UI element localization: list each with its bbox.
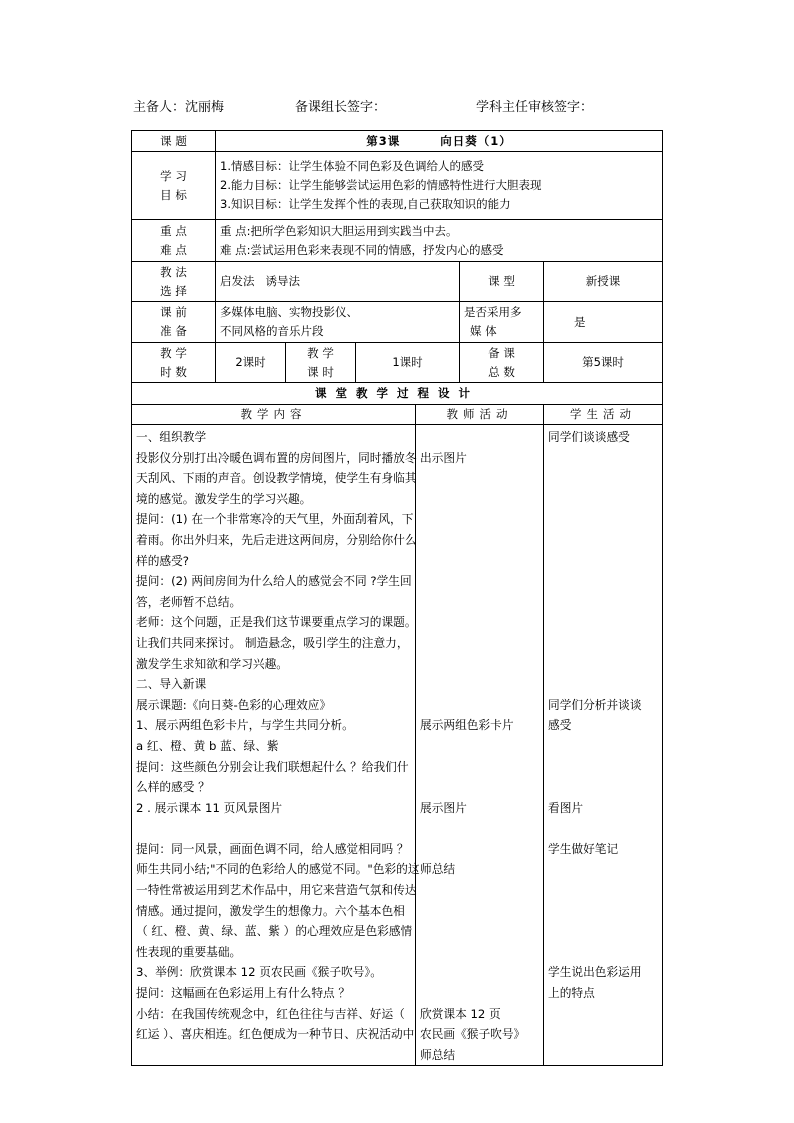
teacher-activity-line [420, 695, 539, 716]
teacher-activity-line [420, 901, 539, 922]
student-activity-line: 同学们分析并谈谈 [548, 697, 642, 712]
student-activity-line [548, 530, 658, 551]
topic-row [132, 131, 663, 152]
lesson-plan-table [131, 130, 663, 1066]
teacher-activity-line: 农民画《猴子吹号》 [420, 1027, 526, 1042]
teaching-content [132, 425, 420, 1066]
section-title-row [132, 383, 663, 405]
teacher-activity-line [420, 736, 539, 757]
content-line: 展示课题:《向日葵-色彩的心理效应》 [136, 697, 332, 712]
content-line: 老师：这个问题，正是我们这节课要重点学习的课题。 [136, 615, 417, 630]
content-line: 情感。通过提问，激发学生的想像力。六个基本色相 [136, 903, 405, 918]
col-teacher-header: 教师活动 [416, 405, 544, 425]
content-line: 投影仪分别打出冷暖色调布置的房间图片，同时播放冬 [136, 450, 417, 465]
student-activity-line: 学生说出色彩运用 [548, 965, 642, 980]
teacher-activity-line [420, 633, 539, 654]
col-content-header: 教学内容 [132, 405, 416, 425]
objective-item: 3.知识目标：让学生发挥个性的表现,自己获取知识的能力 [220, 197, 511, 211]
teacher-activity-line [420, 942, 539, 963]
student-activity-line: 看图片 [548, 800, 584, 815]
content-line: 提问：同一风景，画面色调不同，给人感觉相同吗 ？ [136, 841, 409, 856]
student-activity-line [548, 468, 658, 489]
student-activity-line [548, 818, 658, 839]
student-activity-line [548, 880, 658, 901]
column-header-row [132, 405, 663, 425]
content-line: 提问：(1) 在一个非常寒冷的天气里，外面刮着风，下 [136, 512, 414, 527]
content-line: 小结：在我国传统观念中，红色往往与吉祥、好运（ [136, 1006, 405, 1021]
student-activity-line [548, 551, 658, 572]
teacher-activity-line [420, 489, 539, 510]
content-line: 红运 ）、喜庆相连。红色便成为一种节日、庆祝活动中 [136, 1027, 415, 1042]
content-line: a 红、橙、黄 b 蓝、绿、紫 [136, 738, 279, 753]
prep-row [132, 302, 663, 343]
student-activity-line [548, 633, 658, 654]
student-activity-line: 同学们谈谈感受 [548, 430, 630, 444]
type-label: 课 型 [460, 262, 544, 302]
content-line: 提问：这幅画在色彩运用上有什么特点 ？ [136, 986, 351, 1001]
teacher-activity-line [420, 509, 539, 530]
objectives-row [132, 152, 663, 220]
teacher-activity-line: 出示图片 [420, 450, 467, 465]
multimedia-value: 是 [544, 302, 663, 343]
teacher-activity-line [420, 612, 539, 633]
hours-label: 教 学 时 数 [132, 343, 216, 383]
content-line: 天刮风、下雨的声音。创设教学情境，使学生有身临其 [136, 471, 417, 486]
content-line: 提问：(2) 两间房间为什么给人的感觉会不同 ?学生回 [136, 574, 412, 589]
content-line: 着雨。你出外归来，先后走进这两间房，分别给你什么 [136, 532, 417, 547]
content-line: 样的感受? [136, 553, 189, 568]
content-line: 一、组织教学 [136, 430, 207, 444]
teacher-activity-line: 展示两组色彩卡片 [420, 718, 514, 733]
method-value: 启发法 诱导法 [216, 262, 460, 302]
teacher-activity-line: 展示图片 [420, 800, 467, 815]
teacher-activity-line [420, 592, 539, 613]
topic-label: 课 题 [132, 131, 216, 152]
teacher-activity-line [420, 674, 539, 695]
student-activity-line [548, 654, 658, 675]
teacher-activity-line [420, 983, 539, 1004]
student-activity-line [548, 509, 658, 530]
content-line: 境的感觉。激发学生的学习兴趣。 [136, 491, 312, 506]
keypoints-label: 重 点 难 点 [132, 220, 216, 262]
teacher-activity-line [420, 757, 539, 778]
student-activity-line [548, 736, 658, 757]
teacher-activity-line [420, 654, 539, 675]
teacher-activity-line [420, 962, 539, 983]
content-line: （ 红、橙、黄、绿、蓝、紫 ）的心理效应是色彩感情 [136, 924, 413, 939]
group-leader-signature-label: 备课组长签字： [295, 100, 387, 115]
teacher-activity-line: 师总结 [420, 862, 456, 877]
teacher-activity-line [420, 571, 539, 592]
keypoints-row [132, 220, 663, 262]
student-activity-line: 学生做好笔记 [548, 841, 619, 856]
type-value: 新授课 [544, 262, 663, 302]
student-activity-line [548, 448, 658, 469]
teacher-activity-line: 欣赏课本 12 页 [420, 1006, 501, 1021]
content-line [136, 818, 411, 839]
objective-item: 1.情感目标：让学生体验不同色彩及色调给人的感受 [220, 159, 484, 173]
student-activities [544, 425, 663, 1066]
topic-value: 第3课 向日葵（1） [216, 131, 663, 152]
preparer-label: 主备人：沈丽梅 [133, 100, 225, 115]
teacher-activity-line [420, 530, 539, 551]
objective-item: 2.能力目标：让学生能够尝试运用色彩的情感特性进行大胆表现 [220, 178, 542, 192]
lesson-hours-label: 教 学 课 时 [286, 343, 356, 383]
hours-row [132, 343, 663, 383]
student-activity-line [548, 757, 658, 778]
student-activity-line [548, 571, 658, 592]
method-row [132, 262, 663, 302]
content-line: 提问：这些颜色分别会让我们联想起什么 ？给我们什 [136, 759, 409, 774]
teacher-activity-line [420, 880, 539, 901]
method-label: 教 法 选 择 [132, 262, 216, 302]
prep-label: 课 前 准 备 [132, 302, 216, 343]
teacher-activity-line [420, 839, 539, 860]
prep-total-value: 第5课时 [544, 343, 663, 383]
teacher-activity-line [420, 921, 539, 942]
teacher-activities [416, 425, 544, 1066]
student-activity-line [548, 489, 658, 510]
director-signature-label: 学科主任审核签字： [476, 100, 594, 115]
content-line: 1、展示两组色彩卡片，与学生共同分析。 [136, 718, 354, 733]
student-activity-line [548, 592, 658, 613]
process-row [132, 425, 663, 1066]
objectives-label: 学 习 目 标 [132, 152, 216, 220]
content-line: 一特性常被运用到艺术作品中，用它来营造气氛和传达 [136, 883, 417, 898]
section-title: 课堂教学过程设计 [132, 383, 663, 405]
col-student-header: 学生活动 [544, 405, 663, 425]
content-line: 二、导入新课 [136, 677, 207, 692]
objectives-list [216, 152, 663, 220]
student-activity-line [548, 777, 658, 798]
teacher-activity-line [420, 427, 539, 448]
content-line: 激发学生求知欲和学习兴趣。 [136, 656, 288, 671]
student-activity-line [548, 921, 658, 942]
teacher-activity-line [420, 551, 539, 572]
content-line: 么样的感受 ？ [136, 780, 210, 795]
student-activity-line: 上的特点 [548, 986, 595, 1001]
student-activity-line: 感受 [548, 718, 572, 733]
prep-total-label: 备 课 总 数 [460, 343, 544, 383]
document-header [133, 96, 673, 116]
keypoint-item: 重 点:把所学色彩知识大胆运用到实践当中去。 [220, 223, 458, 238]
content-line: 师生共同小结;"不同的色彩给人的感觉不同。"色彩的这 [136, 862, 420, 877]
teacher-activity-line: 师总结 [420, 1047, 456, 1062]
content-line: 3、举例：欣赏课本 12 页农民画《猴子吹号》。 [136, 965, 382, 980]
content-line: 性表现的重要基础。 [136, 944, 242, 959]
keypoint-item: 难 点:尝试运用色彩来表现不同的情感，抒发内心的感受 [220, 242, 504, 257]
student-activity-line [548, 901, 658, 922]
student-activity-line [548, 859, 658, 880]
prep-value: 多媒体电脑、实物投影仪、 不同风格的音乐片段 [216, 302, 460, 343]
teacher-activity-line [420, 818, 539, 839]
student-activity-line [548, 612, 658, 633]
student-activity-line [548, 674, 658, 695]
content-line: 让我们共同来探讨。 制造悬念，吸引学生的注意力， [136, 635, 409, 650]
multimedia-label: 是否采用多 媒 体 [460, 302, 544, 343]
teacher-activity-line [420, 468, 539, 489]
content-line: 2 . 展示课本 11 页风景图片 [136, 800, 283, 815]
lesson-hours-value: 1课时 [356, 343, 460, 383]
hours-value: 2课时 [216, 343, 286, 383]
content-line: 答，老师暂不总结。 [136, 594, 242, 609]
teacher-activity-line [420, 777, 539, 798]
student-activity-line [548, 942, 658, 963]
keypoints-list [216, 220, 663, 262]
